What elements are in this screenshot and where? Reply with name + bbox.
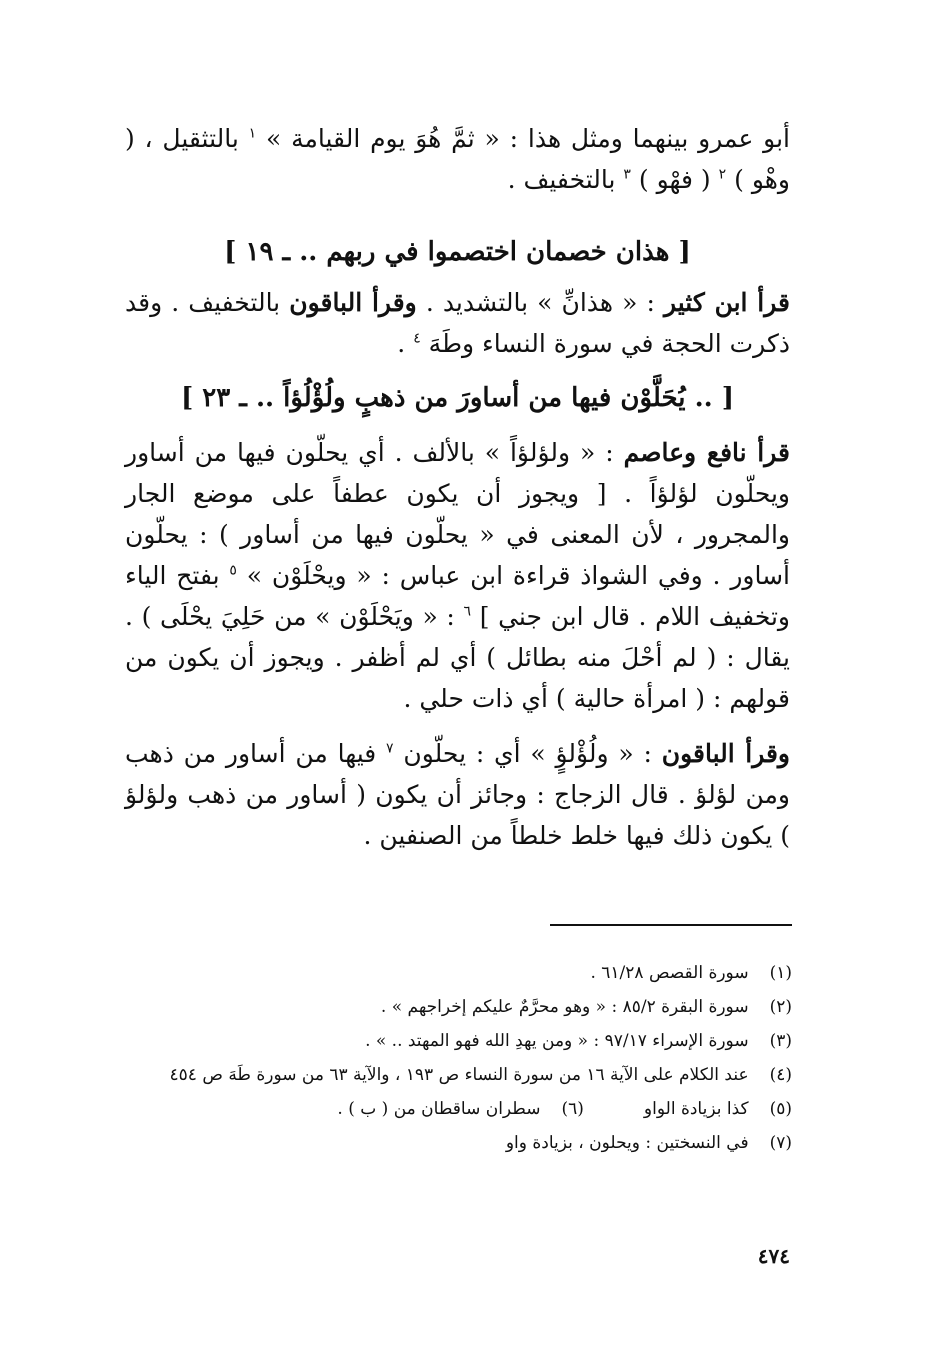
footnote-1 [132, 956, 792, 990]
paragraph-1-text-d: بالتخفيف . [507, 165, 616, 194]
footnote-number: (٢) [769, 997, 792, 1017]
footnotes [132, 956, 792, 1160]
footnote-3 [132, 1024, 792, 1058]
paragraph-1-text-c: ( فهْو ) [638, 165, 711, 194]
footnote-divider [550, 924, 792, 926]
paragraph-2-text-a: : « هذانِّ » بالتشديد . [425, 288, 655, 317]
paragraph-2-text-b: بالتخفيف . وقد ذكرت الحجة في سورة النساء وطَهَ [125, 288, 790, 358]
footnote-2 [132, 990, 792, 1024]
paragraph-3-text-b: بفتح الياء وتخفيف اللام . قال ابن جني ] [125, 561, 790, 631]
verse-heading-23: [ .. يُحَلَّوْن فيها من أساورَ من ذهبٍ ولُؤْلُؤاً .. ـ ٢٣ ] [180, 383, 735, 413]
paragraph-4-text-b: فيها من أساور من ذهب ومن لؤلؤ . قال الزجاج : وجائز أن يكون ( أساور من ذهب ولؤلؤ ) يكون ذلك فيها خلط خلطاً من الصنفين . [125, 739, 790, 850]
footnote-ref-1: ١ [248, 125, 257, 142]
paragraph-1-text-b: بالتثقيل ، ( وهْو ) [125, 124, 790, 194]
footnote-number: (٧) [769, 1133, 792, 1153]
paragraph-1 [125, 118, 790, 200]
reader-name: وقرأ الباقون [289, 288, 417, 317]
footnote-text: سطران ساقطان من ( ب ) . [337, 1099, 541, 1119]
paragraph-4 [125, 733, 790, 856]
footnote-text: سورة الإسراء ٩٧/١٧ : « ومن يهدِ الله فهو المهتد .. » . [365, 1031, 749, 1051]
footnote-text: عند الكلام على الآية ١٦ من سورة النساء ص ١٩٣ ، والآية ٦٣ من سورة طَهَ ص ٤٥٤ [169, 1065, 749, 1085]
footnote-ref-6: ٦ [463, 603, 472, 620]
paragraph-1-text-a: أبو عمرو بينهما ومثل هذا : « ثمَّ هُوَ يوم القيامة » [266, 124, 790, 153]
footnote-number: (٤) [769, 1065, 792, 1085]
main-text [125, 118, 790, 856]
paragraph-2-text-c: . [397, 329, 406, 358]
footnote-number: (٥) [769, 1099, 792, 1119]
footnote-ref-5: ٥ [229, 562, 237, 579]
paragraph-3 [125, 432, 790, 719]
footnote-ref-7: ٧ [386, 740, 394, 757]
reader-name: قرأ نافع وعاصم [623, 438, 790, 467]
footnote-number: (٣) [769, 1031, 792, 1051]
footnote-text: في النسختين : ويحلون ، بزيادة واو [505, 1133, 749, 1153]
footnote-ref-3: ٣ [623, 166, 631, 183]
footnote-text: سورة البقرة ٨٥/٢ : « وهو محرَّمٌ عليكم إخراجهم » . [380, 997, 749, 1017]
footnote-number: (١) [769, 963, 792, 983]
footnote-row-5-6 [132, 1092, 792, 1126]
footnote-6 [337, 1092, 584, 1126]
footnote-ref-4: ٤ [413, 330, 421, 347]
verse-heading-19: [ هذان خصمان اختصموا في ربهم .. ـ ١٩ ] [224, 237, 691, 267]
footnote-7 [132, 1126, 792, 1160]
footnote-5 [644, 1092, 792, 1126]
footnote-number: (٦) [561, 1099, 584, 1119]
paragraph-3-text-a: : « ولؤلؤاً » بالألف . أي يحلّون فيها من أساور ويحلّون لؤلؤاً . [ ويجوز أن يكون عطفاً على موضع الجار والمجرور ، لأن المعنى في « يحلّون فيها من أساور ) : يحلّون أساور . وفي الشواذ قراءة ابن عباس : « ويحْلَوْن » [125, 438, 790, 590]
footnote-text: سورة القصص ٦١/٢٨ . [590, 963, 749, 983]
paragraph-4-text-a: : « ولُؤْلؤٍ » أي : يحلّون [403, 739, 652, 768]
paragraph-3-text-c: : « ويَحْلَوْن » من حَلِيَ يحْلَى ) . يقال : ( لم أحْلَ منه بطائل ) أي لم أظفر . ويجوز أن يكون من قولهم : ( امرأة حالية ) أي ذات حلي . [125, 602, 790, 713]
footnote-4 [132, 1058, 792, 1092]
reader-name: وقرأ الباقون [661, 739, 791, 768]
footnote-ref-2: ٢ [718, 166, 727, 183]
paragraph-2 [125, 282, 790, 364]
page-number: ٤٧٤ [757, 1244, 790, 1268]
footnote-text: كذا بزيادة الواو [643, 1099, 749, 1119]
reader-name: قرأ ابن كثير [663, 288, 790, 317]
